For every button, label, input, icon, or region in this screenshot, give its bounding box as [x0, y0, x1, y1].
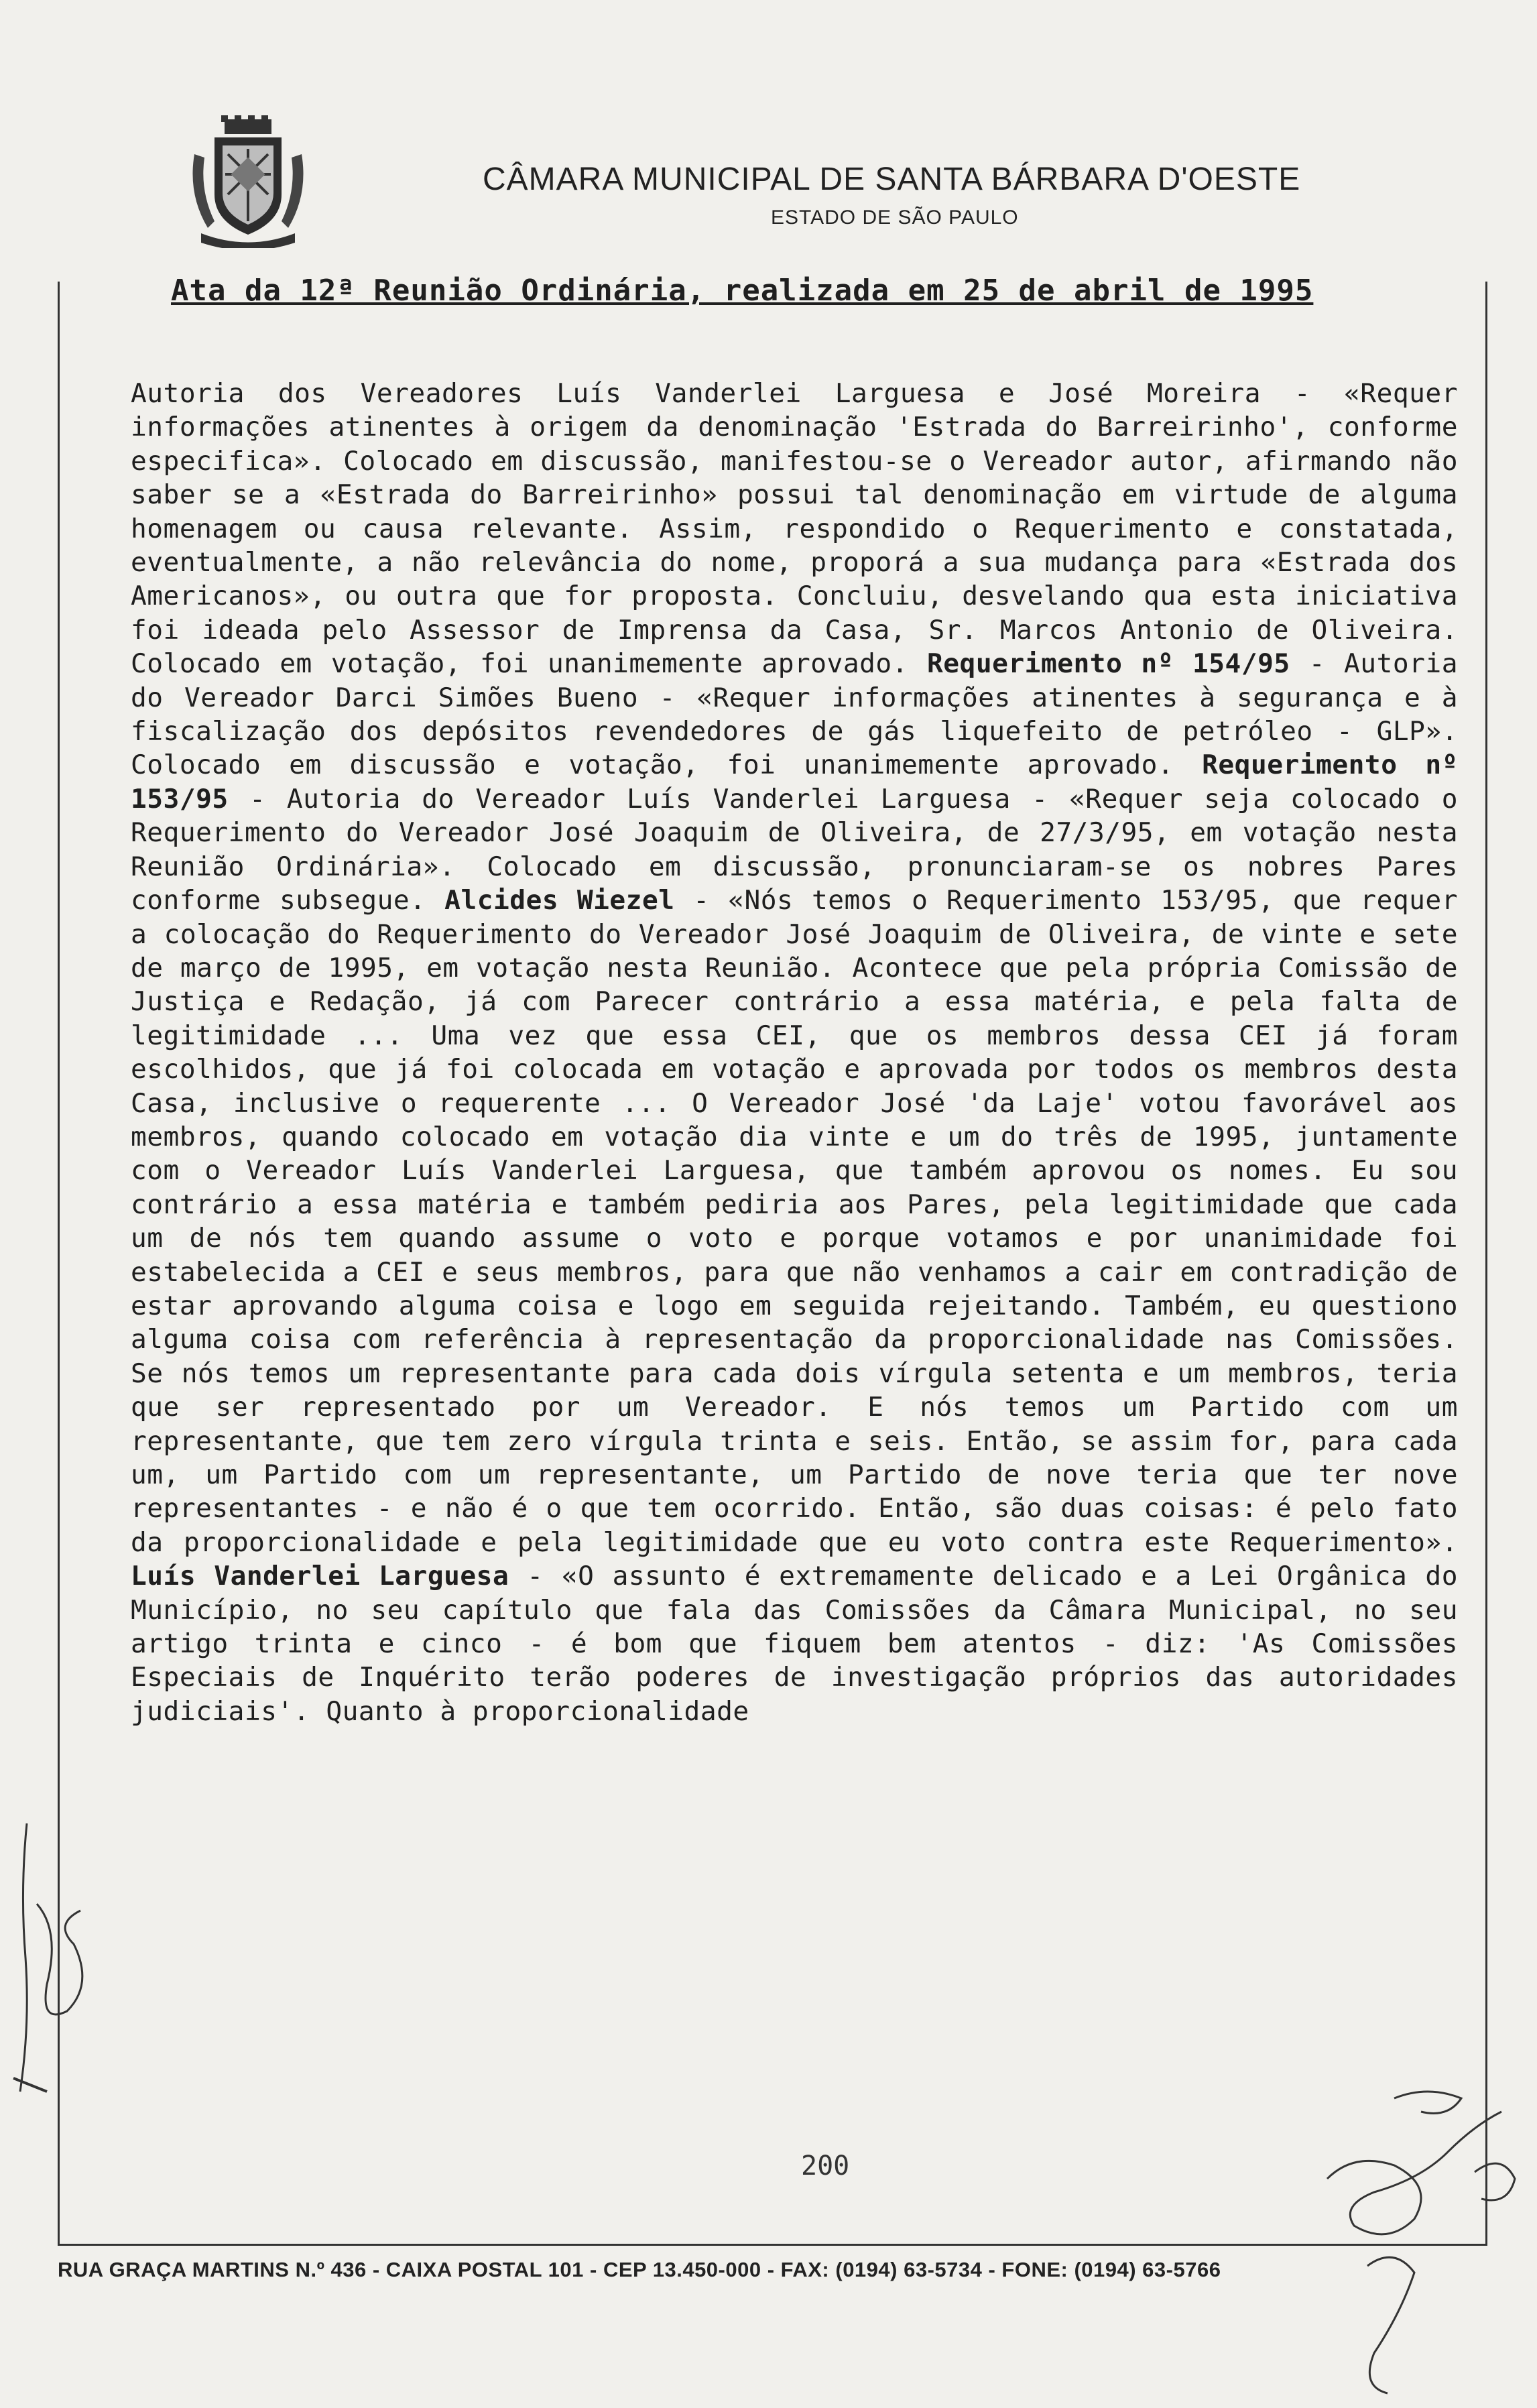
text-run: Autoria dos Vereadores Luís Vanderlei Larguesa e José Moreira - «Requer informações atinentes à origem da denominação 'Estrada do Barreirinho', conforme especifica». Colocado em discussão, manifestou-se o Vereador autor, afirmando não saber se a «Estrada do Barreirinho» possui tal denominação em virtude de alguma homenagem ou causa relevante. Assim, respondido o Requerimento e constatada, eventualmente, a não relevância do nome, proporá a sua mudança para «Estrada dos Americanos», ou outra que for proposta. Concluiu, desvelando qua esta iniciativa foi ideada pelo Assessor de Imprensa da Casa, Sr. Marcos Antonio de Oliveira. Colocado em votação, foi unanimemente aprovado. — [131, 378, 1458, 680]
institution-title: CÂMARA MUNICIPAL DE SANTA BÁRBARA D'OESTE — [483, 162, 1301, 197]
text-run: - Autoria do Vereador Darci Simões Bueno - «Requer informações atinentes à segurança e à fiscalização dos depósitos revendedores de gás liquefeito de petróleo - GLP». Colocado em discussão e votação, foi unanimemente aprovado. — [131, 648, 1458, 781]
minutes-body — [131, 377, 1458, 1728]
frame-bottom-border — [58, 2244, 1487, 2246]
speaker-name-alcides: Alcides Wiezel — [444, 885, 675, 916]
signature-bottom-right — [1314, 2071, 1535, 2407]
minutes-paragraph — [131, 377, 1458, 1728]
text-run: - Autoria do Vereador Luís Vanderlei Larguesa - «Requer seja colocado o Requerimento do Vereador José Joaquim de Oliveira, de 27/3/95, em votação nesta Reunião Ordinária». Colocado em discussão, pronunciaram-se os nobres Pares conforme subsegue. — [131, 783, 1458, 916]
frame-right-border — [1485, 282, 1487, 2246]
municipal-coat-of-arms-icon — [188, 114, 308, 248]
minutes-title: Ata da 12ª Reunião Ordinária, realizada em 25 de abril de 1995 — [171, 274, 1314, 308]
text-run: - «O assunto é extremamente delicado e a Lei Orgânica do Município, no seu capítulo que fala das Comissões da Câmara Municipal, no seu artigo trinta e cinco - é bom que fiquem bem atentos - diz: 'As Comissões Especiais de Inquérito terão poderes de investigação próprios das autoridades judiciais'. Quanto à proporcionalidade — [131, 1561, 1458, 1727]
page-number: 200 — [801, 2151, 850, 2181]
institution-subtitle: ESTADO DE SÃO PAULO — [771, 206, 1019, 229]
speaker-name-luis: Luís Vanderlei Larguesa — [131, 1561, 509, 1592]
text-run: - «Nós temos o Requerimento 153/95, que requer a colocação do Requerimento do Vereador José Joaquim de Oliveira, de vinte e sete de março de 1995, em votação nesta Reunião. Acontece que pela própria Comissão de Justiça e Redação, já com Parecer contrário a essa matéria, e pela falta de legitimidade ... Uma vez que essa CEI, que os membros dessa CEI já foram escolhidos, que já foi colocada em votação e aprovada por todos os membros desta Casa, inclusive o requerente ... O Vereador José 'da Laje' votou favorável aos membros, quando colocado em votação dia vinte e um do três de 1995, juntamente com o Vereador Luís Vanderlei Larguesa, que também aprovou os nomes. Eu sou contrário a essa matéria e também pediria aos Pares, pela legitimidade que cada um de nós tem quando assume o voto e porque votamos e por unanimidade foi estabelecida a CEI e seus membros, para que não venhamos a cair em contradição de estar aprovando alguma coisa e logo em seguida rejeitando. Também, eu questiono alguma coisa com referência à representação da proporcionalidade nas Comissões. Se nós temos um representante para cada dois vírgula setenta e um membros, teria que ser representado por um Vereador. E nós temos um Partido com um representante, que tem zero vírgula trinta e seis. Então, se assim for, para cada um, um Partido com um representante, um Partido de nove teria que ter nove representantes - e não é o que tem ocorrido. Então, são duas coisas: é pelo fato da proporcionalidade e pela legitimidade que eu voto contra este Requerimento». — [131, 885, 1458, 1558]
request-heading-153: Requerimento nº 153/95 — [131, 749, 1458, 815]
footer-address: RUA GRAÇA MARTINS N.º 436 - CAIXA POSTAL 101 - CEP 13.450-000 - FAX: (0194) 63-5734 - FONE: (0194) 63-5766 — [58, 2258, 1221, 2281]
request-heading-154: Requerimento nº 154/95 — [927, 648, 1290, 680]
signature-left-margin — [0, 1810, 134, 2105]
